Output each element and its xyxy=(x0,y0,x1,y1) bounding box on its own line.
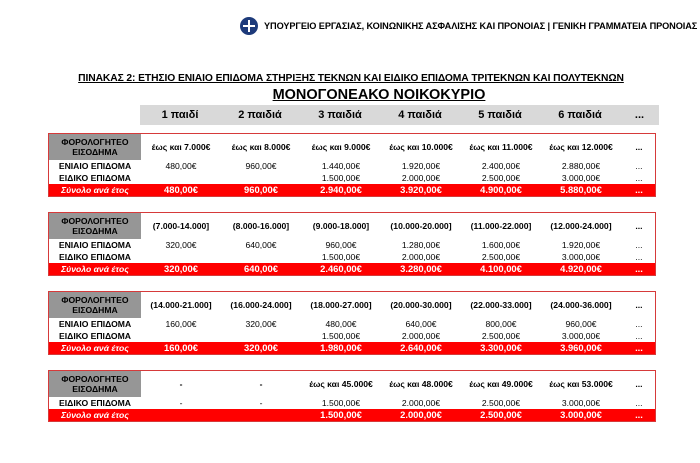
table-cell: (7.000-14.000] xyxy=(152,221,210,231)
special-allowance-row xyxy=(49,397,655,409)
column-header-row xyxy=(48,105,659,125)
table-cell: ... xyxy=(635,173,643,183)
table-cell: 2.500,00€ xyxy=(481,252,521,262)
ministry-name: ΥΠΟΥΡΓΕΙΟ ΕΡΓΑΣΙΑΣ, ΚΟΙΝΩΝΙΚΗΣ ΑΣΦΑΛΙΣΗΣ ΚΑΙ ΠΡΟΝΟΙΑΣ | ΓΕΝΙΚΗ ΓΡΑΜΜΑΤΕΙΑ ΠΡΟΝΟΙΑΣ xyxy=(264,21,698,31)
table-cell: έως και 8.000€ xyxy=(231,142,291,152)
table-cell: 2.000,00€ xyxy=(401,398,441,408)
table-cell: 3.960,00€ xyxy=(560,342,602,353)
table-cell: 2.880,00€ xyxy=(561,161,601,171)
total-row xyxy=(49,263,655,275)
table-cell: έως και 53.000€ xyxy=(549,379,613,389)
table-cell: 1.500,00€ xyxy=(321,252,361,262)
table-cell: 2.000,00€ xyxy=(401,331,441,341)
table-cell: ... xyxy=(635,398,643,408)
table-cell: (12.000-24.000] xyxy=(550,221,612,231)
row-label: ΦΟΡΟΛΟΓΗΤΕΟ ΕΙΣΟΔΗΜΑ xyxy=(49,292,141,318)
table-cell: 320,00€ xyxy=(245,319,277,329)
table-cell: 960,00€ xyxy=(244,184,278,195)
table-cell: 640,00€ xyxy=(245,240,277,250)
table-cell: (11.000-22.000] xyxy=(470,221,532,231)
ministry-emblem-icon xyxy=(240,17,258,35)
row-label: ΦΟΡΟΛΟΓΗΤΕΟ ΕΙΣΟΔΗΜΑ xyxy=(49,134,141,160)
table-cell: (14.000-21.000] xyxy=(150,300,212,310)
unified-allowance-row xyxy=(49,318,655,330)
col-header: 1 παιδί xyxy=(161,109,199,121)
col-header: 2 παιδιά xyxy=(238,109,282,121)
row-label: ΕΙΔΙΚΟ ΕΠΙΔΟΜΑ xyxy=(59,252,131,262)
table-title: ΠΙΝΑΚΑΣ 2: ΕΤΗΣΙΟ ΕΝΙΑΙΟ ΕΠΙΔΟΜΑ ΣΤΗΡΙΞΗΣ ΤΕΚΝΩΝ ΚΑΙ ΕΙΔΙΚΟ ΕΠΙΔΟΜΑ ΤΡΙΤΕΚΝΩΝ ΚΑΙ ΠΟΛΥΤΕΚΝΩΝ xyxy=(78,73,624,84)
table-cell: 320,00€ xyxy=(244,342,278,353)
table-cell: 1.500,00€ xyxy=(321,331,361,341)
table-cell: 480,00€ xyxy=(164,184,198,195)
table-cell: 800,00€ xyxy=(485,319,517,329)
table-cell: 2.500,00€ xyxy=(481,331,521,341)
table-cell: (20.000-30.000] xyxy=(390,300,452,310)
table-cell: ... xyxy=(635,252,643,262)
total-row xyxy=(49,409,655,421)
table-cell: ... xyxy=(635,379,643,389)
income-bracket-block xyxy=(48,133,656,197)
table-cell: (18.000-27.000] xyxy=(310,300,372,310)
table-cell: 3.000,00€ xyxy=(561,331,601,341)
table-cell: (8.000-16.000] xyxy=(232,221,290,231)
table-cell: 2.460,00€ xyxy=(320,263,362,274)
row-label: ΕΙΔΙΚΟ ΕΠΙΔΟΜΑ xyxy=(59,398,131,408)
table-cell: 4.100,00€ xyxy=(480,263,522,274)
row-label: Σύνολο ανά έτος xyxy=(61,410,129,420)
row-label: ΕΝΙΑΙΟ ΕΠΙΔΟΜΑ xyxy=(58,319,132,329)
table-cell: 1.500,00€ xyxy=(321,398,361,408)
table-cell: 480,00€ xyxy=(325,319,357,329)
table-cell: έως και 49.000€ xyxy=(469,379,533,389)
row-label: Σύνολο ανά έτος xyxy=(61,264,129,274)
table-cell: ... xyxy=(635,161,643,171)
table-cell: 960,00€ xyxy=(325,240,357,250)
table-cell: - xyxy=(259,398,263,408)
table-cell: 2.500,00€ xyxy=(481,173,521,183)
table-cell: - xyxy=(179,379,183,389)
total-row xyxy=(49,184,655,196)
col-header: 5 παιδιά xyxy=(478,109,522,121)
table-cell: 2.500,00€ xyxy=(481,398,521,408)
table-cell: 2.940,00€ xyxy=(320,184,362,195)
table-cell: 3.920,00€ xyxy=(400,184,442,195)
table-cell: 160,00€ xyxy=(164,342,198,353)
table-cell: (22.000-33.000] xyxy=(470,300,532,310)
table-cell: 640,00€ xyxy=(405,319,437,329)
income-bracket-block xyxy=(48,291,656,355)
table-cell: ... xyxy=(635,263,643,274)
row-label: Σύνολο ανά έτος xyxy=(61,343,129,353)
table-cell: 3.000,00€ xyxy=(561,173,601,183)
table-cell: ... xyxy=(635,342,643,353)
table-cell: 3.000,00€ xyxy=(561,398,601,408)
table-cell: ... xyxy=(635,409,643,420)
row-label: ΕΝΙΑΙΟ ΕΠΙΔΟΜΑ xyxy=(58,240,132,250)
table-cell: (24.000-36.000] xyxy=(550,300,612,310)
table-cell: 640,00€ xyxy=(244,263,278,274)
col-header: 4 παιδιά xyxy=(398,109,442,121)
table-cell: 2.640,00€ xyxy=(400,342,442,353)
col-header: ... xyxy=(634,109,645,121)
table-cell: ... xyxy=(635,319,643,329)
table-cell: (9.000-18.000] xyxy=(312,221,370,231)
table-cell: 3.000,00€ xyxy=(561,252,601,262)
table-cell: - xyxy=(259,379,263,389)
table-cell: 1.500,00€ xyxy=(321,173,361,183)
table-cell: 2.000,00€ xyxy=(400,409,442,420)
table-cell: 4.900,00€ xyxy=(480,184,522,195)
table-cell: 2.000,00€ xyxy=(401,252,441,262)
table-cell: 1.440,00€ xyxy=(321,161,361,171)
table-cell: έως και 10.000€ xyxy=(389,142,453,152)
table-cell: 160,00€ xyxy=(165,319,197,329)
total-row xyxy=(49,342,655,354)
unified-allowance-row xyxy=(49,239,655,251)
row-label: ΦΟΡΟΛΟΓΗΤΕΟ ΕΙΣΟΔΗΜΑ xyxy=(49,371,141,397)
table-cell: ... xyxy=(635,142,643,152)
table-cell: έως και 7.000€ xyxy=(151,142,211,152)
table-cell: έως και 11.000€ xyxy=(469,142,533,152)
table-cell: 960,00€ xyxy=(565,319,597,329)
table-cell: 2.400,00€ xyxy=(481,161,521,171)
special-allowance-row xyxy=(49,251,655,263)
table-cell: ... xyxy=(635,240,643,250)
income-row xyxy=(49,134,655,160)
table-cell: 2.000,00€ xyxy=(401,173,441,183)
row-label: Σύνολο ανά έτος xyxy=(61,185,129,195)
income-bracket-block xyxy=(48,370,656,422)
table-cell: 5.880,00€ xyxy=(560,184,602,195)
table-cell: 1.980,00€ xyxy=(320,342,362,353)
unified-allowance-row xyxy=(49,160,655,172)
table-cell: έως και 12.000€ xyxy=(549,142,613,152)
header-spacer xyxy=(48,105,140,125)
table-cell: - xyxy=(179,398,183,408)
table-cell: ... xyxy=(635,331,643,341)
table-cell: 3.000,00€ xyxy=(560,409,602,420)
col-header: 3 παιδιά xyxy=(318,109,362,121)
table-cell: 3.280,00€ xyxy=(400,263,442,274)
table-cell: 1.920,00€ xyxy=(401,161,441,171)
table-cell: 320,00€ xyxy=(164,263,198,274)
table-cell: 960,00€ xyxy=(245,161,277,171)
income-row xyxy=(49,371,655,397)
table-cell: 320,00€ xyxy=(165,240,197,250)
table-cell: 480,00€ xyxy=(165,161,197,171)
table-cell: (10.000-20.000] xyxy=(390,221,452,231)
table-subtitle: ΜΟΝΟΓΟΝΕΑΚΟ ΝΟΙΚΟΚΥΡΙΟ xyxy=(272,87,486,103)
ministry-header xyxy=(240,14,697,38)
table-cell: 1.920,00€ xyxy=(561,240,601,250)
table-cell: ... xyxy=(635,300,643,310)
table-cell: έως και 45.000€ xyxy=(309,379,373,389)
income-row xyxy=(49,213,655,239)
table-cell: 4.920,00€ xyxy=(560,263,602,274)
table-cell: έως και 48.000€ xyxy=(389,379,453,389)
special-allowance-row xyxy=(49,330,655,342)
row-label: ΕΙΔΙΚΟ ΕΠΙΔΟΜΑ xyxy=(59,331,131,341)
table-cell: ... xyxy=(635,184,643,195)
table-cell: 1.500,00€ xyxy=(320,409,362,420)
col-header: 6 παιδιά xyxy=(558,109,602,121)
table-cell: 1.600,00€ xyxy=(481,240,521,250)
table-cell: 1.280,00€ xyxy=(401,240,441,250)
income-bracket-block xyxy=(48,212,656,276)
income-row xyxy=(49,292,655,318)
table-cell: (16.000-24.000] xyxy=(230,300,292,310)
row-label: ΕΝΙΑΙΟ ΕΠΙΔΟΜΑ xyxy=(58,161,132,171)
table-cell: 2.500,00€ xyxy=(480,409,522,420)
row-label: ΦΟΡΟΛΟΓΗΤΕΟ ΕΙΣΟΔΗΜΑ xyxy=(49,213,141,239)
row-label: ΕΙΔΙΚΟ ΕΠΙΔΟΜΑ xyxy=(59,173,131,183)
table-cell: ... xyxy=(635,221,643,231)
table-cell: 3.300,00€ xyxy=(480,342,522,353)
special-allowance-row xyxy=(49,172,655,184)
table-cell: έως και 9.000€ xyxy=(311,142,371,152)
